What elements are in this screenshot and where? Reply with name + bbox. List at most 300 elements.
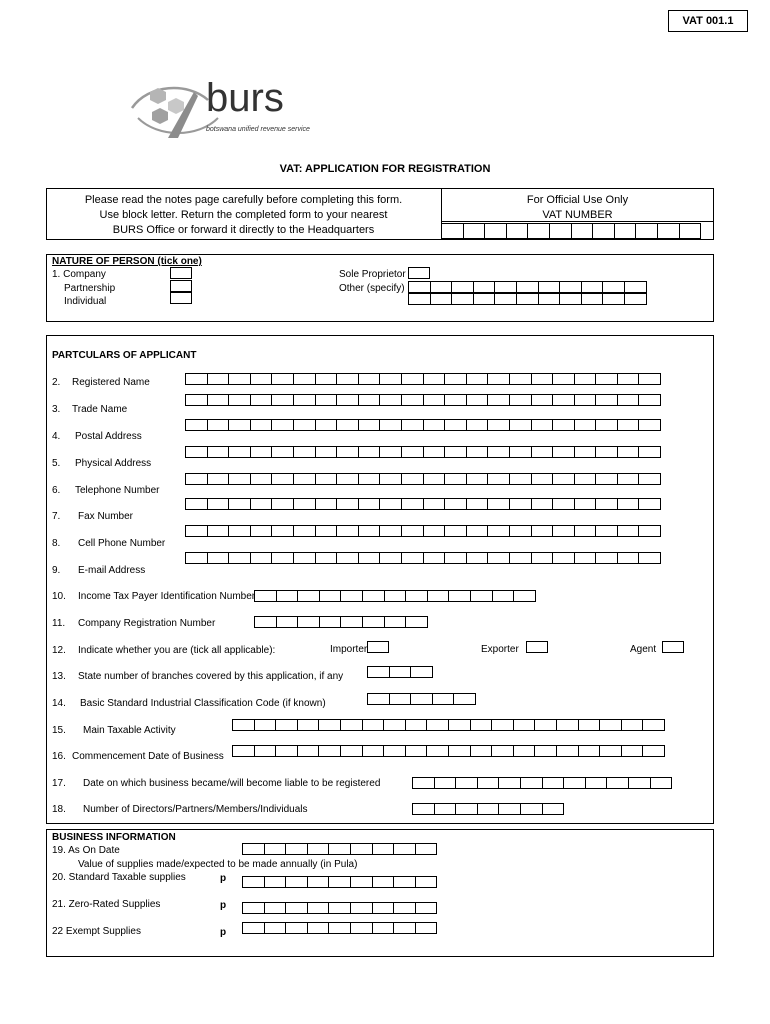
entry-cell[interactable] [408,281,431,293]
entry-cell[interactable] [595,525,618,537]
entry-cell[interactable] [185,552,208,564]
entry-cell[interactable] [444,498,467,510]
entry-cell[interactable] [470,719,493,731]
entry-cell[interactable] [516,293,539,305]
entry-cell[interactable] [297,719,320,731]
entry-cell[interactable] [408,293,431,305]
entry-cell[interactable] [574,419,597,431]
entry-cell[interactable] [293,525,316,537]
entry-cell[interactable] [448,745,471,757]
entry-cell[interactable] [552,446,575,458]
entry-cell[interactable] [185,473,208,485]
entry-cell[interactable] [315,419,338,431]
entry-cell[interactable] [372,876,395,888]
entry-cell[interactable] [358,552,381,564]
entry-cell[interactable] [207,525,230,537]
entry-cell[interactable] [340,745,363,757]
entry-cell[interactable] [250,473,273,485]
entry-cell[interactable] [477,803,500,815]
entry-cell[interactable] [473,281,496,293]
entry-cell[interactable] [531,525,554,537]
entry-cell[interactable] [328,922,351,934]
zero-rated-cells[interactable] [242,902,437,914]
entry-cell[interactable] [336,473,359,485]
entry-cell[interactable] [451,281,474,293]
entry-cell[interactable] [444,373,467,385]
entry-cell[interactable] [487,525,510,537]
entry-cell[interactable] [552,473,575,485]
entry-cell[interactable] [362,745,385,757]
entry-cell[interactable] [242,902,265,914]
entry-cell[interactable] [328,902,351,914]
vat-number-cells[interactable] [441,223,701,239]
entry-cell[interactable] [638,498,661,510]
entry-cell[interactable] [207,552,230,564]
tin-cells[interactable] [254,590,536,602]
entry-cell[interactable] [185,419,208,431]
entry-cell[interactable] [271,498,294,510]
entry-cell[interactable] [315,373,338,385]
entry-row[interactable] [185,473,661,485]
partnership-checkbox[interactable] [170,280,192,292]
entry-cell[interactable] [315,446,338,458]
entry-cell[interactable] [379,525,402,537]
entry-cell[interactable] [358,446,381,458]
exporter-checkbox[interactable] [526,641,548,653]
entry-cell[interactable] [207,446,230,458]
entry-cell[interactable] [401,373,424,385]
entry-cell[interactable] [393,922,416,934]
entry-cell[interactable] [412,803,435,815]
entry-cell[interactable] [250,373,273,385]
entry-cell[interactable] [328,843,351,855]
entry-cell[interactable] [250,525,273,537]
entry-cell[interactable] [185,446,208,458]
agent-checkbox[interactable] [662,641,684,653]
entry-cell[interactable] [444,473,467,485]
entry-row[interactable] [185,394,661,406]
entry-cell[interactable] [617,498,640,510]
entry-cell[interactable] [552,394,575,406]
entry-cell[interactable] [336,552,359,564]
entry-cell[interactable] [293,373,316,385]
entry-cell[interactable] [455,803,478,815]
individual-checkbox[interactable] [170,292,192,304]
entry-cell[interactable] [228,525,251,537]
entry-cell[interactable] [297,745,320,757]
entry-cell[interactable] [276,590,299,602]
entry-cell[interactable] [319,616,342,628]
entry-cell[interactable] [595,498,618,510]
entry-cell[interactable] [556,745,579,757]
entry-cell[interactable] [638,394,661,406]
entry-cell[interactable] [393,902,416,914]
entry-cell[interactable] [617,446,640,458]
entry-cell[interactable] [621,745,644,757]
entry-cell[interactable] [383,745,406,757]
entry-cell[interactable] [293,419,316,431]
entry-cell[interactable] [293,552,316,564]
sole-proprietor-checkbox[interactable] [408,267,430,279]
entry-cell[interactable] [328,876,351,888]
entry-cell[interactable] [293,394,316,406]
entry-cell[interactable] [494,293,517,305]
entry-cell[interactable] [638,525,661,537]
entry-cell[interactable] [415,876,438,888]
importer-checkbox[interactable] [367,641,389,653]
entry-cell[interactable] [617,525,640,537]
entry-cell[interactable] [427,590,450,602]
entry-cell[interactable] [362,616,385,628]
taxable-activity-cells[interactable] [232,719,665,731]
entry-cell[interactable] [466,373,489,385]
entry-cell[interactable] [617,373,640,385]
entry-cell[interactable] [574,525,597,537]
entry-cell[interactable] [578,745,601,757]
company-reg-cells[interactable] [254,616,428,628]
entry-cell[interactable] [638,419,661,431]
entry-cell[interactable] [430,281,453,293]
entry-cell[interactable] [542,777,565,789]
entry-cell[interactable] [434,803,457,815]
entry-cell[interactable] [350,902,373,914]
entry-cell[interactable] [531,419,554,431]
entry-cell[interactable] [207,473,230,485]
entry-cell[interactable] [297,616,320,628]
entry-cell[interactable] [466,552,489,564]
entry-cell[interactable] [513,590,536,602]
entry-cell[interactable] [470,590,493,602]
entry-cell[interactable] [538,281,561,293]
entry-cell[interactable] [293,473,316,485]
entry-cell[interactable] [379,498,402,510]
entry-cell[interactable] [581,281,604,293]
entry-cell[interactable] [264,843,287,855]
entry-cell[interactable] [621,719,644,731]
entry-cell[interactable] [401,525,424,537]
entry-cell[interactable] [271,552,294,564]
entry-cell[interactable] [430,293,453,305]
entry-cell[interactable] [415,922,438,934]
entry-cell[interactable] [617,419,640,431]
entry-cell[interactable] [606,777,629,789]
entry-cell[interactable] [423,525,446,537]
entry-cell[interactable] [574,446,597,458]
entry-cell[interactable] [367,693,390,705]
entry-cell[interactable] [340,719,363,731]
entry-cell[interactable] [336,446,359,458]
entry-cell[interactable] [276,616,299,628]
entry-cell[interactable] [498,803,521,815]
entry-cell[interactable] [358,473,381,485]
entry-cell[interactable] [393,876,416,888]
liable-date-cells[interactable] [412,777,672,789]
entry-cell[interactable] [254,590,277,602]
entry-cell[interactable] [559,281,582,293]
entry-cell[interactable] [556,719,579,731]
entry-cell[interactable] [470,745,493,757]
entry-cell[interactable] [638,446,661,458]
entry-cell[interactable] [595,394,618,406]
entry-cell[interactable] [423,552,446,564]
entry-cell[interactable] [285,902,308,914]
entry-cell[interactable] [509,419,532,431]
entry-cell[interactable] [228,419,251,431]
entry-cell[interactable] [423,373,446,385]
entry-cell[interactable] [466,473,489,485]
entry-cell[interactable] [599,719,622,731]
entry-cell[interactable] [595,446,618,458]
entry-cell[interactable] [358,498,381,510]
entry-cell[interactable] [599,745,622,757]
entry-cell[interactable] [401,498,424,510]
entry-cell[interactable] [401,446,424,458]
entry-cell[interactable] [487,394,510,406]
entry-cell[interactable] [393,843,416,855]
entry-cell[interactable] [642,719,665,731]
entry-cell[interactable] [264,922,287,934]
entry-cell[interactable] [574,552,597,564]
entry-cell[interactable] [384,590,407,602]
entry-cell[interactable] [531,373,554,385]
entry-cell[interactable] [487,498,510,510]
entry-row[interactable] [185,373,661,385]
entry-cell[interactable] [250,446,273,458]
entry-cell[interactable] [574,473,597,485]
entry-cell[interactable] [185,498,208,510]
entry-cell[interactable] [466,525,489,537]
entry-cell[interactable] [534,719,557,731]
entry-cell[interactable] [542,803,565,815]
entry-cell[interactable] [254,616,277,628]
entry-cell[interactable] [595,552,618,564]
entry-cell[interactable] [559,293,582,305]
entry-cell[interactable] [293,446,316,458]
company-checkbox[interactable] [170,267,192,279]
entry-cell[interactable] [232,719,255,731]
entry-cell[interactable] [578,719,601,731]
entry-cell[interactable] [509,525,532,537]
entry-cell[interactable] [617,552,640,564]
entry-cell[interactable] [340,616,363,628]
entry-cell[interactable] [491,745,514,757]
entry-cell[interactable] [423,419,446,431]
entry-cell[interactable] [531,394,554,406]
entry-cell[interactable] [315,394,338,406]
entry-cell[interactable] [531,446,554,458]
entry-cell[interactable] [410,666,433,678]
entry-cell[interactable] [401,473,424,485]
entry-cell[interactable] [509,473,532,485]
entry-cell[interactable] [264,876,287,888]
entry-cell[interactable] [367,666,390,678]
entry-cell[interactable] [271,394,294,406]
entry-cell[interactable] [444,525,467,537]
entry-cell[interactable] [444,446,467,458]
entry-cell[interactable] [401,419,424,431]
entry-cell[interactable] [379,552,402,564]
entry-cell[interactable] [520,803,543,815]
entry-cell[interactable] [379,419,402,431]
entry-cell[interactable] [271,525,294,537]
entry-cell[interactable] [642,745,665,757]
entry-cell[interactable] [638,473,661,485]
entry-cell[interactable] [336,373,359,385]
entry-cell[interactable] [509,394,532,406]
entry-cell[interactable] [232,745,255,757]
entry-cell[interactable] [410,693,433,705]
entry-cell[interactable] [350,922,373,934]
entry-cell[interactable] [531,552,554,564]
entry-cell[interactable] [595,419,618,431]
entry-cell[interactable] [453,693,476,705]
entry-cell[interactable] [379,373,402,385]
entry-cell[interactable] [405,745,428,757]
entry-cell[interactable] [372,902,395,914]
entry-cell[interactable] [405,719,428,731]
entry-cell[interactable] [358,419,381,431]
entry-cell[interactable] [466,446,489,458]
entry-row[interactable] [185,419,661,431]
entry-cell[interactable] [275,745,298,757]
entry-cell[interactable] [207,394,230,406]
entry-cell[interactable] [358,394,381,406]
entry-cell[interactable] [307,876,330,888]
entry-cell[interactable] [494,281,517,293]
entry-row[interactable] [185,498,661,510]
entry-cell[interactable] [423,498,446,510]
entry-cell[interactable] [432,693,455,705]
entry-cell[interactable] [379,446,402,458]
entry-cell[interactable] [336,525,359,537]
entry-cell[interactable] [595,473,618,485]
entry-cell[interactable] [185,373,208,385]
entry-cell[interactable] [434,777,457,789]
entry-cell[interactable] [379,394,402,406]
entry-cell[interactable] [185,525,208,537]
entry-cell[interactable] [531,473,554,485]
entry-cell[interactable] [336,394,359,406]
entry-cell[interactable] [423,446,446,458]
entry-cell[interactable] [315,498,338,510]
entry-cell[interactable] [185,394,208,406]
entry-cell[interactable] [379,473,402,485]
entry-cell[interactable] [358,525,381,537]
entry-cell[interactable] [574,394,597,406]
entry-cell[interactable] [520,777,543,789]
entry-cell[interactable] [207,419,230,431]
entry-cell[interactable] [389,693,412,705]
entry-cell[interactable] [336,419,359,431]
entry-cell[interactable] [307,922,330,934]
entry-cell[interactable] [340,590,363,602]
entry-cell[interactable] [271,419,294,431]
entry-cell[interactable] [509,373,532,385]
entry-cell[interactable] [444,394,467,406]
entry-cell[interactable] [242,843,265,855]
entry-cell[interactable] [552,525,575,537]
entry-cell[interactable] [638,552,661,564]
entry-cell[interactable] [513,745,536,757]
entry-cell[interactable] [628,777,651,789]
entry-cell[interactable] [415,902,438,914]
entry-cell[interactable] [250,394,273,406]
entry-cell[interactable] [362,719,385,731]
entry-cell[interactable] [275,719,298,731]
entry-cell[interactable] [358,373,381,385]
entry-cell[interactable] [242,876,265,888]
as-on-date-cells[interactable] [242,843,437,855]
entry-cell[interactable] [638,373,661,385]
entry-cell[interactable] [415,843,438,855]
entry-cell[interactable] [492,590,515,602]
entry-cell[interactable] [487,552,510,564]
entry-cell[interactable] [498,777,521,789]
entry-cell[interactable] [228,552,251,564]
standard-supplies-cells[interactable] [242,876,437,888]
entry-cell[interactable] [552,498,575,510]
entry-cell[interactable] [448,590,471,602]
entry-cell[interactable] [617,473,640,485]
entry-cell[interactable] [448,719,471,731]
entry-cell[interactable] [389,666,412,678]
entry-cell[interactable] [350,876,373,888]
entry-cell[interactable] [293,498,316,510]
other-specify-cells-2[interactable] [408,293,647,305]
entry-cell[interactable] [602,293,625,305]
entry-cell[interactable] [509,552,532,564]
entry-cell[interactable] [624,293,647,305]
entry-cell[interactable] [538,293,561,305]
entry-cell[interactable] [516,281,539,293]
entry-cell[interactable] [228,473,251,485]
entry-cell[interactable] [271,373,294,385]
entry-cell[interactable] [228,446,251,458]
entry-cell[interactable] [426,745,449,757]
entry-cell[interactable] [552,419,575,431]
entry-cell[interactable] [207,373,230,385]
entry-cell[interactable] [650,777,673,789]
entry-row[interactable] [185,446,661,458]
entry-cell[interactable] [473,293,496,305]
entry-cell[interactable] [509,498,532,510]
entry-cell[interactable] [242,922,265,934]
entry-cell[interactable] [451,293,474,305]
entry-cell[interactable] [254,719,277,731]
entry-cell[interactable] [318,719,341,731]
entry-cell[interactable] [574,498,597,510]
entry-cell[interactable] [350,843,373,855]
entry-cell[interactable] [336,498,359,510]
entry-cell[interactable] [513,719,536,731]
entry-cell[interactable] [455,777,478,789]
entry-cell[interactable] [297,590,320,602]
entry-cell[interactable] [384,616,407,628]
entry-cell[interactable] [552,552,575,564]
entry-cell[interactable] [487,419,510,431]
entry-cell[interactable] [602,281,625,293]
entry-cell[interactable] [624,281,647,293]
exempt-cells[interactable] [242,922,437,934]
entry-cell[interactable] [307,843,330,855]
entry-cell[interactable] [423,473,446,485]
entry-cell[interactable] [487,473,510,485]
entry-cell[interactable] [574,373,597,385]
entry-cell[interactable] [477,777,500,789]
entry-cell[interactable] [315,552,338,564]
entry-cell[interactable] [426,719,449,731]
entry-cell[interactable] [401,552,424,564]
